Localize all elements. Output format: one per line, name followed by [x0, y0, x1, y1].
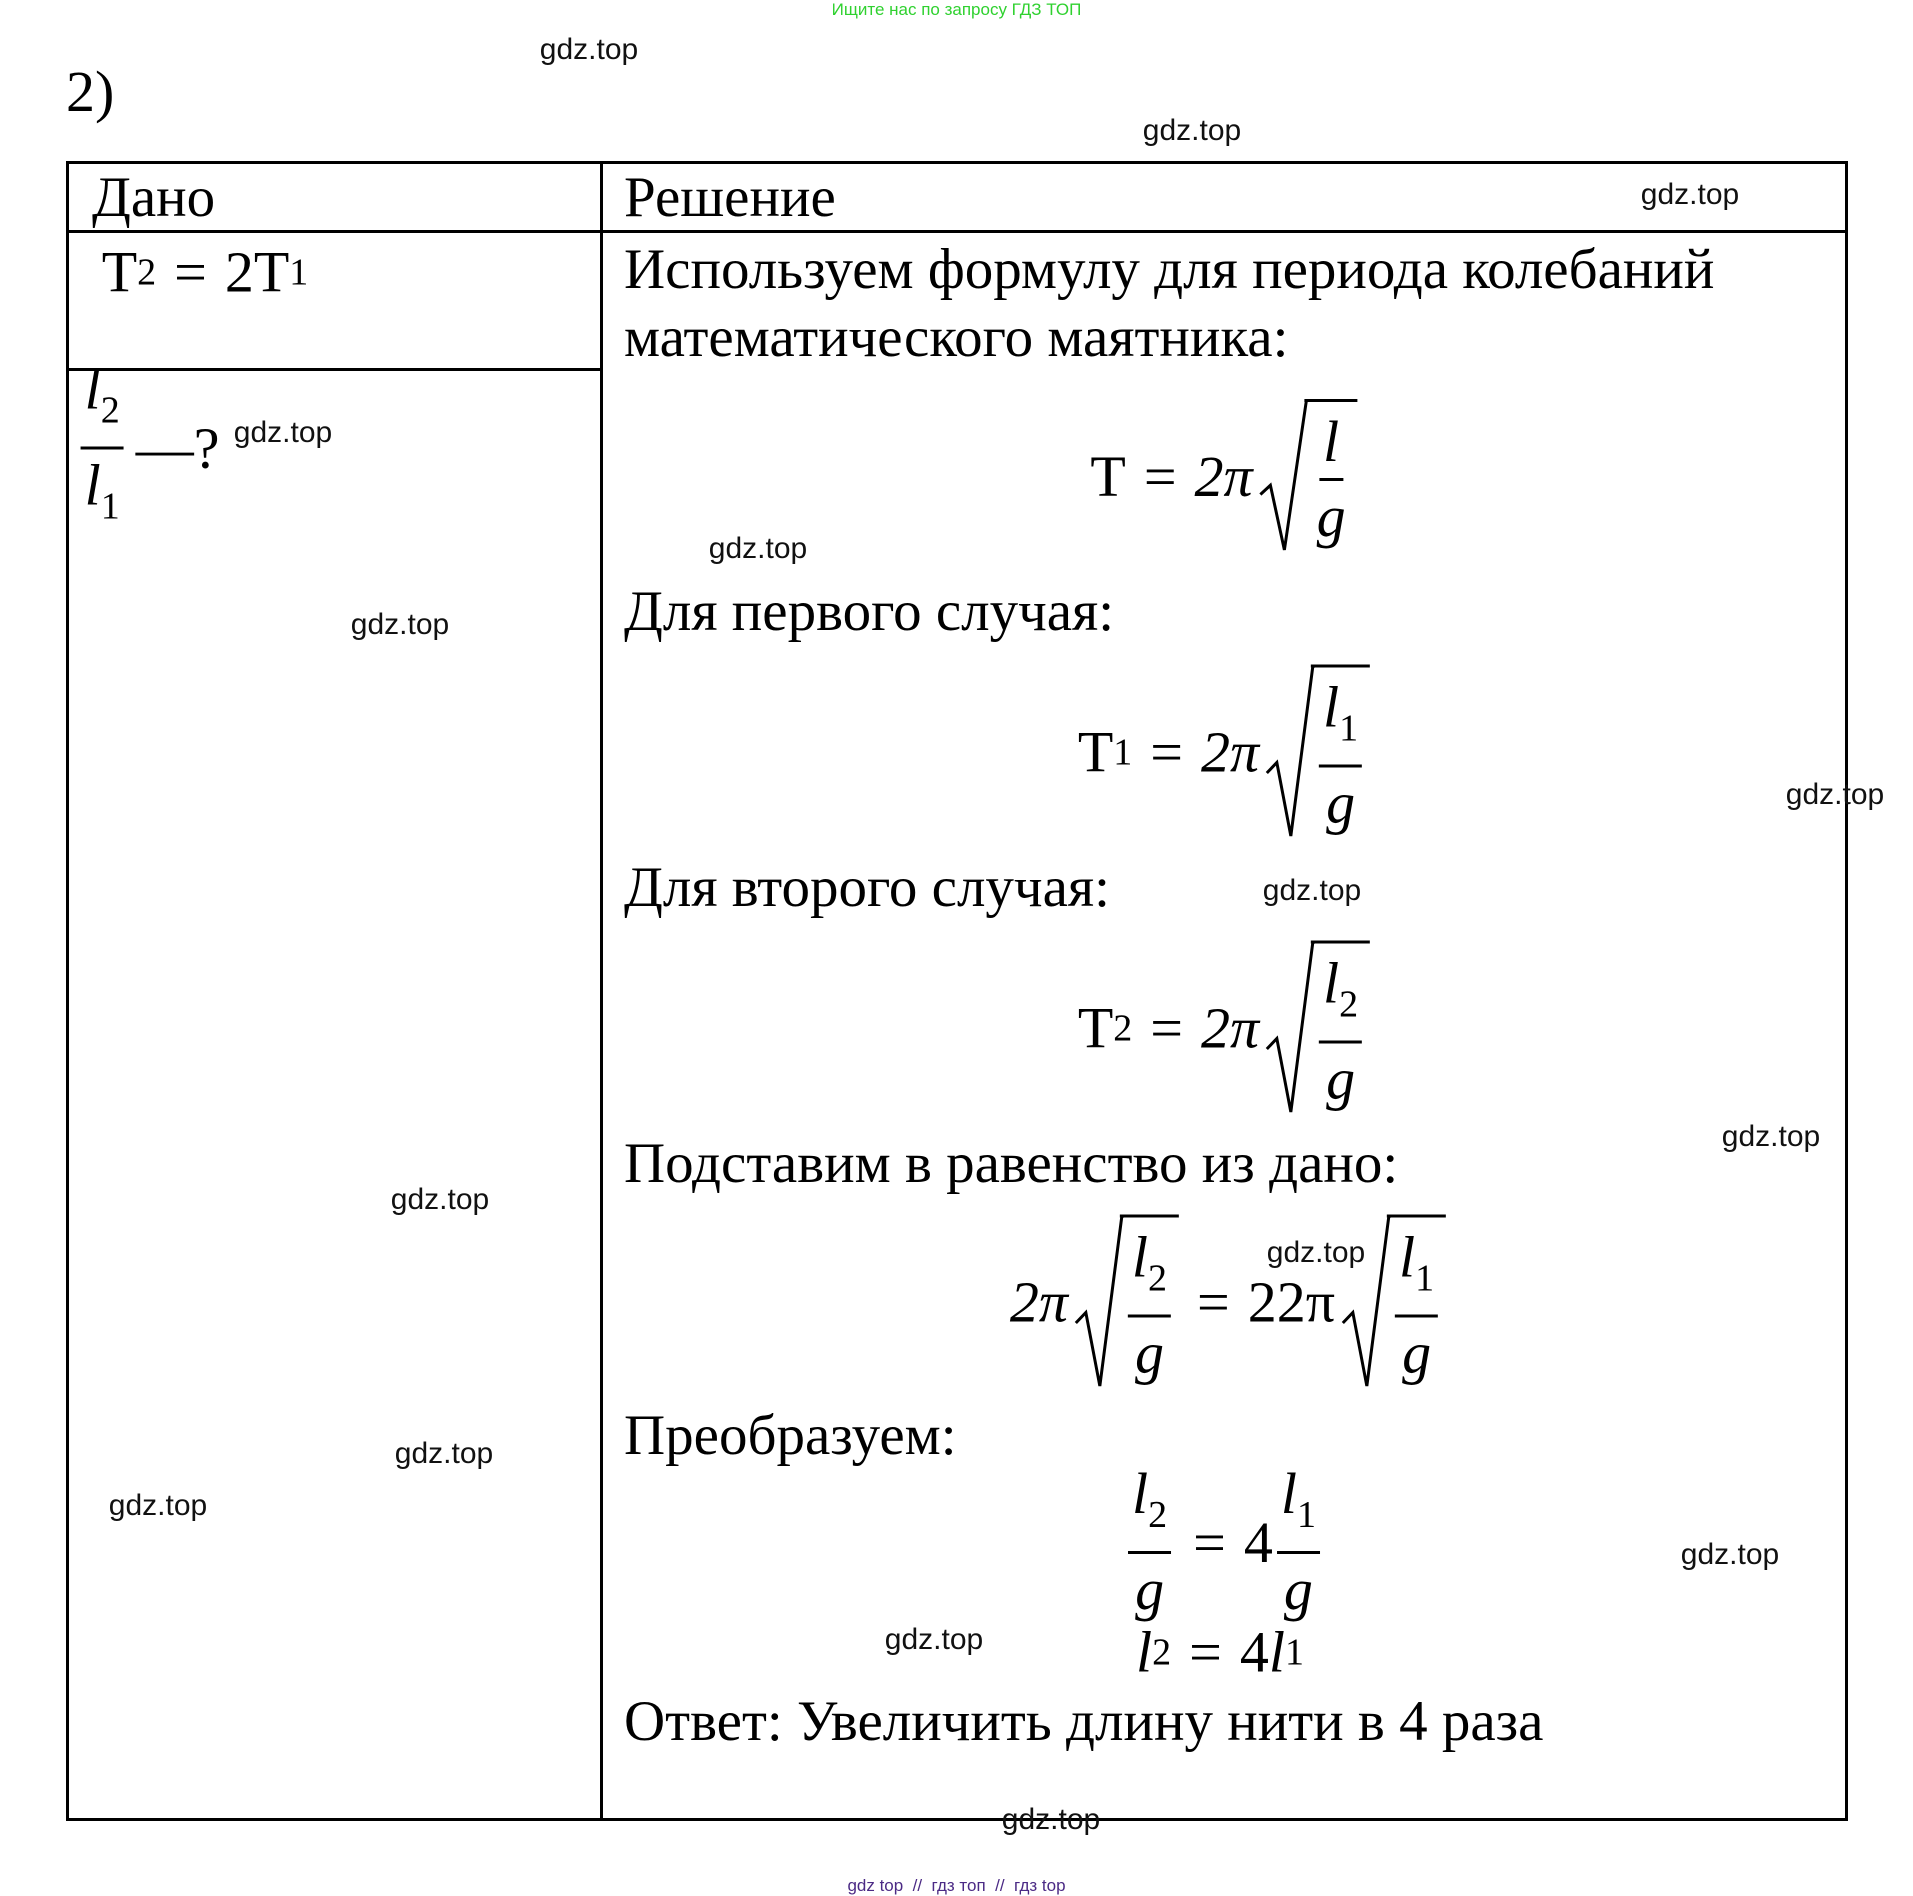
radical-icon [1074, 1215, 1124, 1390]
given-rhs-sub: 1 [289, 251, 309, 293]
table-border-left [66, 161, 69, 1821]
radical-icon [1265, 941, 1315, 1116]
solution-line-1: Используем формулу для периода колебаний [624, 238, 1715, 301]
find-suffix: —? [135, 415, 220, 481]
problem-number: 2) [66, 59, 115, 124]
solution-line-5: Подставим в равенство из дано: [624, 1132, 1399, 1195]
equals: = [1189, 1619, 1222, 1685]
equals: = [1150, 719, 1183, 785]
equals: = [1193, 1509, 1226, 1575]
find-expression [77, 354, 220, 543]
table-border-top [66, 161, 1848, 164]
radical-icon [1259, 399, 1309, 553]
num: l [1131, 1224, 1149, 1290]
fraction [81, 354, 124, 543]
watermark: gdz.top [1721, 1120, 1821, 1153]
equals: = [174, 239, 207, 305]
sqrt [1265, 941, 1370, 1116]
watermark: gdz.top [1262, 874, 1362, 907]
equation-period [1090, 399, 1357, 553]
watermark: gdz.top [708, 532, 808, 565]
solution-line-3: Для первого случая: [624, 580, 1115, 643]
rhs-sub: 1 [1284, 1631, 1304, 1673]
table-border-bottom [66, 1818, 1848, 1821]
num: l [84, 356, 101, 422]
given-rhs: 2T [224, 239, 290, 305]
num: l [1280, 1461, 1297, 1526]
table-column-divider [600, 161, 603, 1821]
watermark: gdz.top [1785, 778, 1885, 811]
equation-transform [1124, 1458, 1324, 1626]
rhs: l [1268, 1619, 1285, 1685]
num: l [1319, 406, 1343, 481]
equals: = [1197, 1269, 1230, 1335]
den: g [1326, 1046, 1356, 1112]
table-border-right [1845, 161, 1848, 1821]
coef-right: 22π [1247, 1269, 1336, 1335]
num: l [1323, 674, 1340, 740]
watermark: gdz.top [394, 1437, 494, 1470]
coef: 2π [1200, 719, 1260, 785]
equation-substitution [1010, 1215, 1446, 1390]
lhs: T [1090, 443, 1126, 509]
lhs-sub: 2 [1113, 1007, 1133, 1049]
watermark: gdz.top [1640, 178, 1740, 211]
num-sub: 1 [1339, 707, 1359, 750]
watermark: gdz.top [884, 1623, 984, 1656]
equals: = [1150, 995, 1183, 1061]
sqrt [1259, 399, 1358, 553]
sqrt [1074, 1215, 1179, 1390]
lhs-sub: 1 [1113, 731, 1133, 773]
den: g [1316, 484, 1346, 549]
equation-case-2 [1078, 941, 1370, 1116]
den: g [1326, 770, 1356, 836]
watermark: gdz.top [108, 1489, 208, 1522]
watermark: gdz.top [1001, 1803, 1101, 1836]
watermark: gdz.top [1266, 1236, 1366, 1269]
watermark: gdz.top [1680, 1538, 1780, 1571]
num-sub: 2 [1339, 983, 1359, 1026]
den: g [1402, 1320, 1432, 1386]
watermark: gdz.top [350, 608, 450, 641]
num-sub: 1 [1415, 1257, 1435, 1300]
equation-result [1136, 1619, 1304, 1686]
den-sub: 1 [100, 485, 120, 528]
table-header-divider [66, 230, 1848, 233]
num-sub: 2 [1148, 1494, 1168, 1536]
coef-left: 2π [1009, 1269, 1068, 1335]
sqrt [1265, 665, 1370, 840]
num: l [1132, 1461, 1149, 1526]
num-sub: 1 [1296, 1494, 1316, 1536]
den: g [1134, 1320, 1164, 1386]
coef: 2π [1194, 443, 1253, 509]
rhs-coef: 4 [1239, 1619, 1269, 1685]
solution-line-6: Преобразуем: [624, 1404, 957, 1467]
given-header: Дано [92, 166, 216, 229]
watermark: gdz.top [1142, 114, 1242, 147]
den: l [84, 452, 101, 518]
given-equation [102, 239, 309, 306]
lhs: l [1136, 1619, 1153, 1685]
fraction [1128, 1458, 1171, 1626]
lhs: T [1077, 719, 1114, 785]
watermark: gdz.top [539, 33, 639, 66]
equation-case-1 [1078, 665, 1370, 840]
radical-icon [1265, 665, 1315, 840]
solution-line-2: математического маятника: [624, 306, 1289, 369]
den: g [1135, 1557, 1165, 1622]
num: l [1323, 950, 1340, 1016]
given-lhs: T [101, 239, 138, 305]
given-lhs-sub: 2 [137, 251, 157, 293]
den: g [1283, 1557, 1313, 1622]
fraction [1277, 1458, 1320, 1626]
search-banner[interactable]: Ищите нас по запросу ГДЗ ТОП [831, 0, 1082, 19]
coef: 4 [1243, 1509, 1273, 1575]
watermark: gdz.top [233, 416, 333, 449]
equals: = [1143, 443, 1177, 509]
num-sub: 2 [1148, 1257, 1168, 1300]
lhs-sub: 2 [1152, 1631, 1172, 1673]
num: l [1399, 1224, 1416, 1290]
num-sub: 2 [100, 389, 120, 432]
solution-line-4: Для второго случая: [624, 856, 1110, 919]
solution-header: Решение [624, 166, 836, 229]
watermark: gdz.top [390, 1183, 490, 1216]
answer: Ответ: Увеличить длину нити в 4 раза [624, 1690, 1544, 1753]
lhs: T [1077, 995, 1114, 1061]
coef: 2π [1200, 995, 1260, 1061]
footer-links[interactable]: gdz top // гдз топ // гдз top [847, 1876, 1066, 1895]
